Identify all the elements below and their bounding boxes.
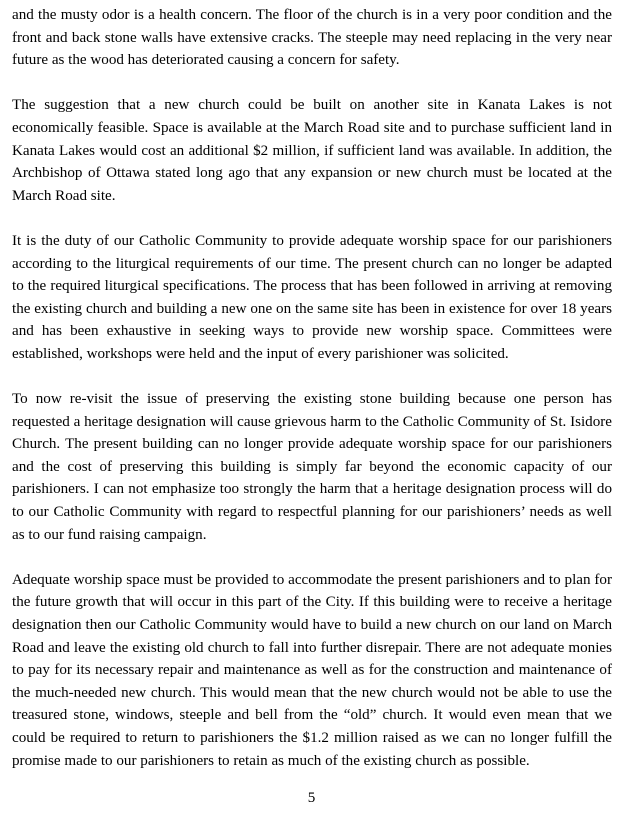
paragraph-heritage-harm: To now re-visit the issue of preserving the existing stone building because one person has requested a heritage designation will cause grievous harm to the Catholic Community of St. Isidore Church. The present building can no longer provide adequate worship space for our parishioners and the cost of preserving this building is simply far beyond the economic capacity of our parishioners. I can not emphasize too strongly the harm that a heritage designation process will do to our Catholic Community with regard to respectful planning for our parishioners’ needs as well as to our fund raising campaign. — [12, 391, 612, 543]
page-number: 5 — [307, 790, 316, 806]
paragraph-duty-worship-space: It is the duty of our Catholic Community to provide adequate worship space for our parishioners according to the liturgical requirements of our time. The present church can no longer be adapted to the required liturgical specifications. The process that has been followed in arriving at removing the existing church and building a new one on the same site has been in existence for over 18 years and has been exhaustive in seeking ways to provide new worship space. Committees were established, workshops were held and the input of every parishioner was solicited. — [12, 232, 612, 362]
paragraph-building-condition: and the musty odor is a health concern. The floor of the church is in a very poor condition and the front and back stone walls have extensive cracks. The steeple may need replacing in the very near future as the wood has deteriorated causing a concern for safety. — [12, 7, 612, 69]
paragraph-alternate-site: The suggestion that a new church could be built on another site in Kanata Lakes is not economically feasible. Space is available at the March Road site and to purchase sufficient land in Kanata Lakes would cost an additional $2 million, if sufficient land was available. In addition, the Archbishop of Ottawa stated long ago that any expansion or new church must be located at the March Road site. — [12, 97, 612, 204]
paragraph-adequate-space: Adequate worship space must be provided to accommodate the present parishioners and to plan for the future growth that will occur in this part of the City. If this building were to receive a heritage designation then our Catholic Community would have to build a new church on our land on March Road and leave the existing old church to fall into further disrepair. There are not adequate monies to pay for its necessary repair and maintenance as well as for the construction and maintenance of the much-needed new church. This would mean that the new church would not be able to use the treasured stone, windows, steeple and bell from the “old” church. It would even mean that we could be required to return to parishioners the $1.2 million raised as we can no longer fulfill the promise made to our parishioners to retain as much of the existing church as possible. — [12, 571, 612, 769]
document-page — [12, 4, 612, 795]
